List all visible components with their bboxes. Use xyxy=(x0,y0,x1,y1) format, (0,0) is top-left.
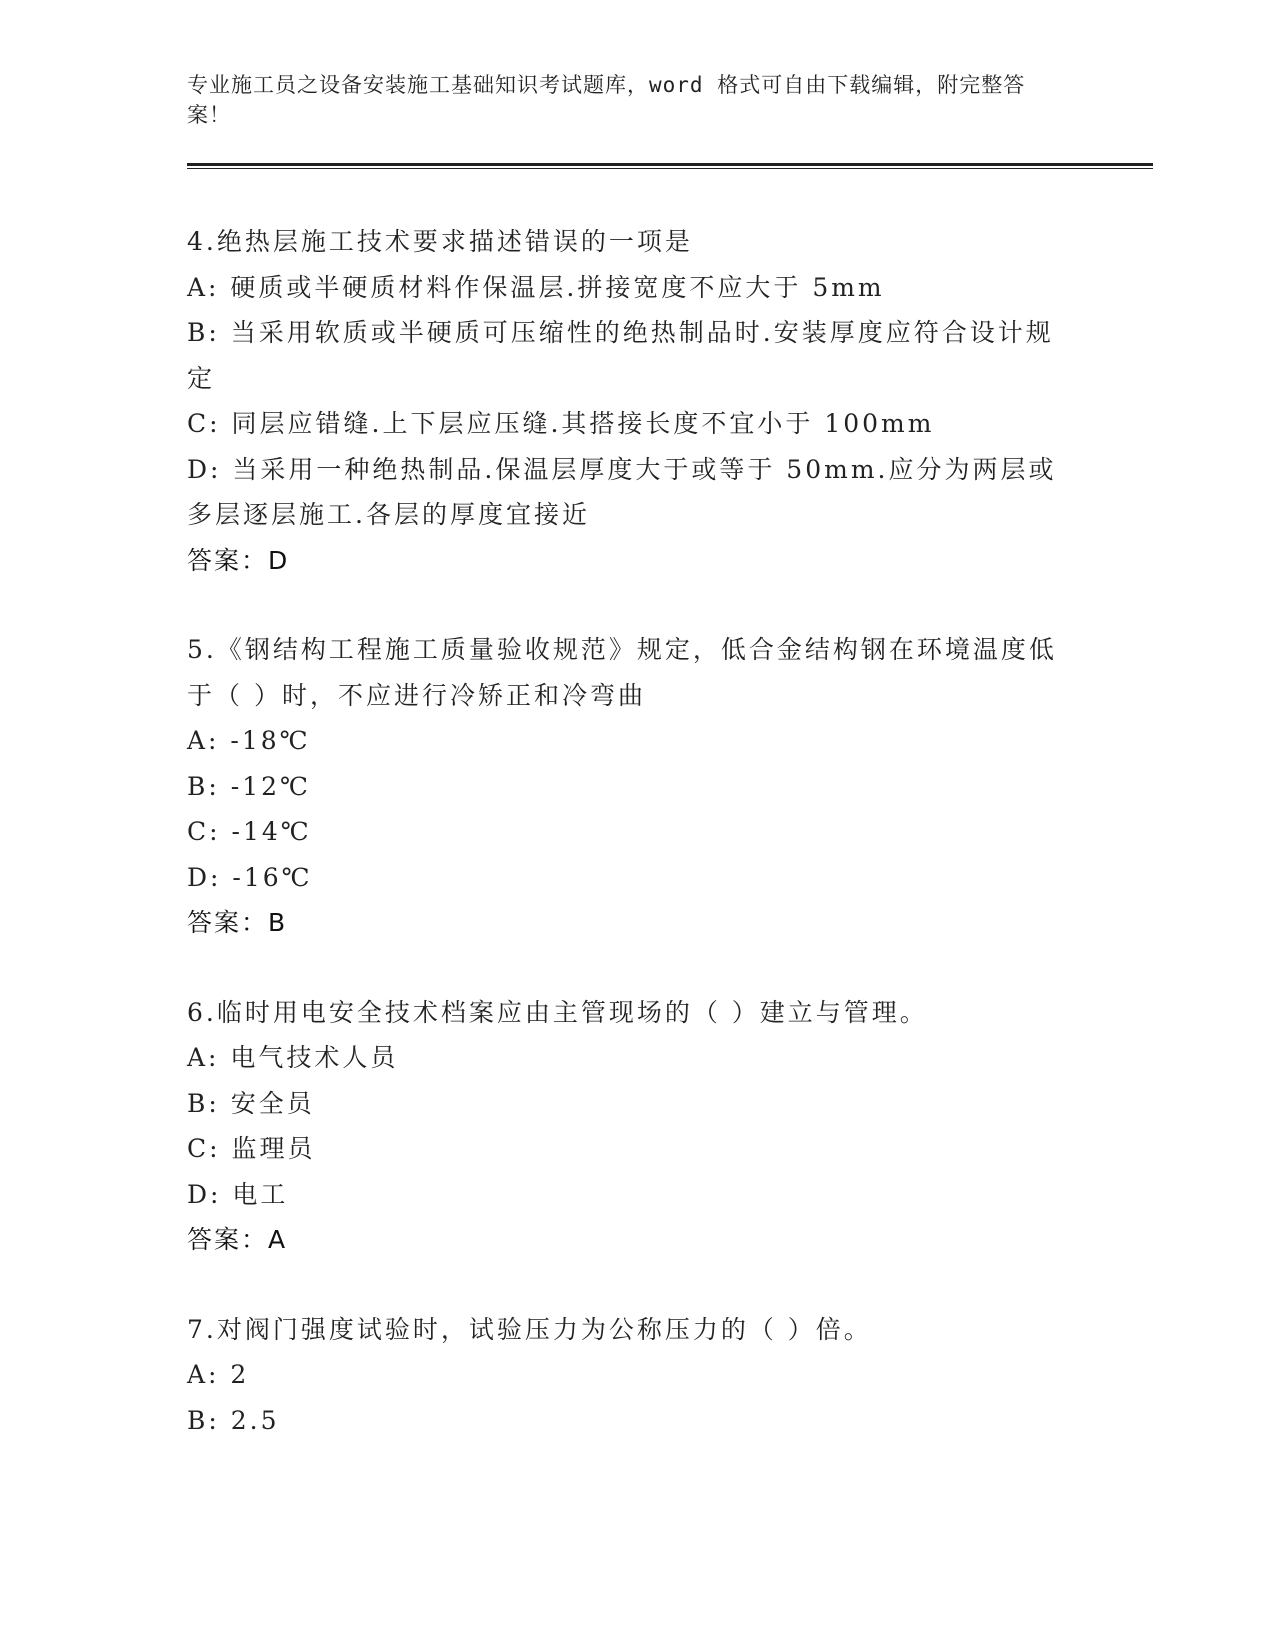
option-a: A: 硬质或半硬质材料作保温层.拼接宽度不应大于 5mm xyxy=(187,272,885,302)
option-a: A: -18℃ xyxy=(187,726,311,755)
answer: 答案：A xyxy=(187,1225,288,1254)
option-c: C: 同层应错缝.上下层应压缝.其搭接长度不宜小于 100mm xyxy=(187,409,935,438)
question-stem: 4.绝热层施工技术要求描述错误的一项是 xyxy=(187,227,693,256)
option-c: C: -14℃ xyxy=(187,817,312,846)
question-list xyxy=(187,219,1147,1443)
option-d: D: 当采用一种绝热制品.保温层厚度大于或等于 50mm.应分为两层或多层逐层施工.各层的厚度宜接近 xyxy=(187,454,1057,529)
header-divider xyxy=(187,163,1153,169)
option-b: B: 安全员 xyxy=(187,1088,315,1118)
question-stem: 7.对阀门强度试验时，试验压力为公称压力的（ ）倍。 xyxy=(187,1314,872,1344)
question-6 xyxy=(187,990,1147,1263)
option-b: B: -12℃ xyxy=(187,771,311,801)
document-header: 专业施工员之设备安装施工基础知识考试题库，word 格式可自由下载编辑，附完整答案！ xyxy=(187,73,1026,127)
document-page xyxy=(187,70,1147,1487)
answer: 答案：D xyxy=(187,545,290,575)
option-b: B: 2.5 xyxy=(187,1405,280,1435)
option-d: D: -16℃ xyxy=(187,862,313,892)
answer: 答案：B xyxy=(187,908,288,937)
option-d: D: 电工 xyxy=(187,1179,289,1209)
option-a: A: 2 xyxy=(187,1360,250,1389)
option-b: B: 当采用软质或半硬质可压缩性的绝热制品时.安装厚度应符合设计规定 xyxy=(187,318,1054,393)
question-4 xyxy=(187,219,1147,583)
question-7 xyxy=(187,1307,1147,1444)
option-c: C: 监理员 xyxy=(187,1134,316,1163)
option-a: A: 电气技术人员 xyxy=(187,1043,399,1072)
question-5 xyxy=(187,627,1147,946)
question-stem: 6.临时用电安全技术档案应由主管现场的（ ）建立与管理。 xyxy=(187,997,928,1027)
question-stem: 5.《钢结构工程施工质量验收规范》规定，低合金结构钢在环境温度低于（ ）时，不应进行冷矫正和冷弯曲 xyxy=(187,635,1057,710)
